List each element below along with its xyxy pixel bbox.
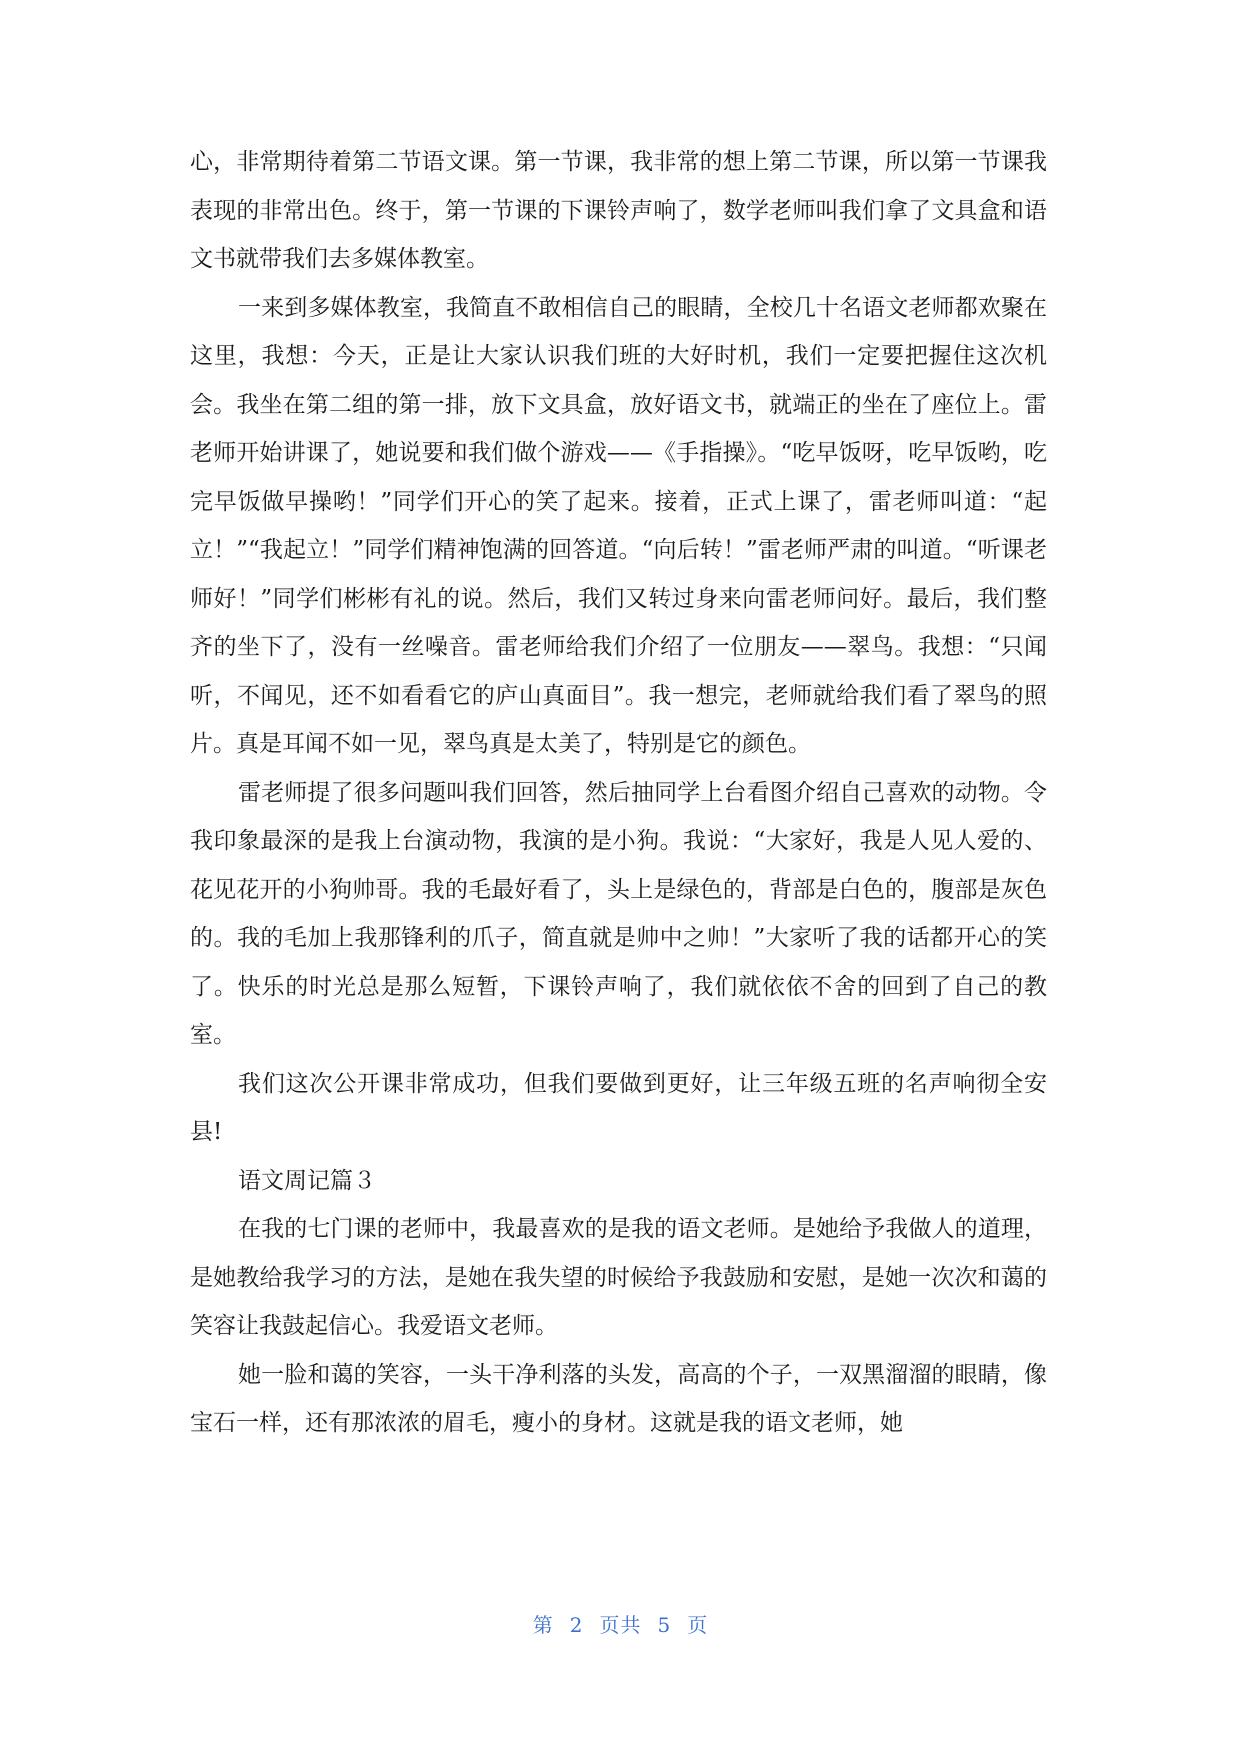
footer-middle: 页共 xyxy=(599,1613,642,1637)
total-pages-number: 5 xyxy=(657,1613,672,1637)
page-footer xyxy=(0,1609,1241,1638)
footer-prefix: 第 xyxy=(532,1613,554,1637)
section-heading: 语文周记篇３ xyxy=(238,1167,376,1194)
paragraph: 心，非常期待着第二节语文课。第一节课，我非常的想上第二节课，所以第一节课我表现的非常出色。终于，第一节课的下课铃声响了，数学老师叫我们拿了文具盒和语文书就带我们去多媒体教室。 xyxy=(190,149,1047,272)
paragraph: 她一脸和蔼的笑容，一头干净利落的头发，高高的个子，一双黑溜溜的眼睛，像宝石一样，还有那浓浓的眉毛，瘦小的身材。这就是我的语文老师，她 xyxy=(190,1361,1047,1436)
document-body xyxy=(190,138,1047,1448)
footer-suffix: 页 xyxy=(687,1613,709,1637)
paragraph: 雷老师提了很多问题叫我们回答，然后抽同学上台看图介绍自己喜欢的动物。令我印象最深的是我上台演动物，我演的是小狗。我说：“大家好，我是人见人爱的、花见花开的小狗帅哥。我的毛最好看了，头上是绿色的，背部是白色的，腹部是灰色的。我的毛加上我那锋利的爪子，简直就是帅中之帅！”大家听了我的话都开心的笑了。快乐的时光总是那么短暂，下课铃声响了，我们就依依不舍的回到了自己的教室。 xyxy=(190,779,1047,1048)
paragraph: 我们这次公开课非常成功，但我们要做到更好，让三年级五班的名声响彻全安县! xyxy=(190,1070,1047,1145)
paragraph: 一来到多媒体教室，我简直不敢相信自己的眼睛，全校几十名语文老师都欢聚在这里，我想：今天，正是让大家认识我们班的大好时机，我们一定要把握住这次机会。我坐在第二组的第一排，放下文具盒，放好语文书，就端正的坐在了座位上。雷老师开始讲课了，她说要和我们做个游戏——《手指操》。“吃早饭呀，吃早饭哟，吃完早饭做早操哟！”同学们开心的笑了起来。接着，正式上课了，雷老师叫道：“起立！”“我起立！”同学们精神饱满的回答道。“向后转！”雷老师严肃的叫道。“听课老师好！”同学们彬彬有礼的说。然后，我们又转过身来向雷老师问好。最后，我们整齐的坐下了，没有一丝噪音。雷老师给我们介绍了一位朋友——翠鸟。我想：“只闻听，不闻见，还不如看看它的庐山真面目”。我一想完，老师就给我们看了翠鸟的照片。真是耳闻不如一见，翠鸟真是太美了，特别是它的颜色。 xyxy=(190,294,1047,757)
paragraph: 在我的七门课的老师中，我最喜欢的是我的语文老师。是她给予我做人的道理，是她教给我学习的方法，是她在我失望的时候给予我鼓励和安慰，是她一次次和蔼的笑容让我鼓起信心。我爱语文老师。 xyxy=(190,1216,1047,1339)
current-page-number: 2 xyxy=(569,1613,584,1637)
